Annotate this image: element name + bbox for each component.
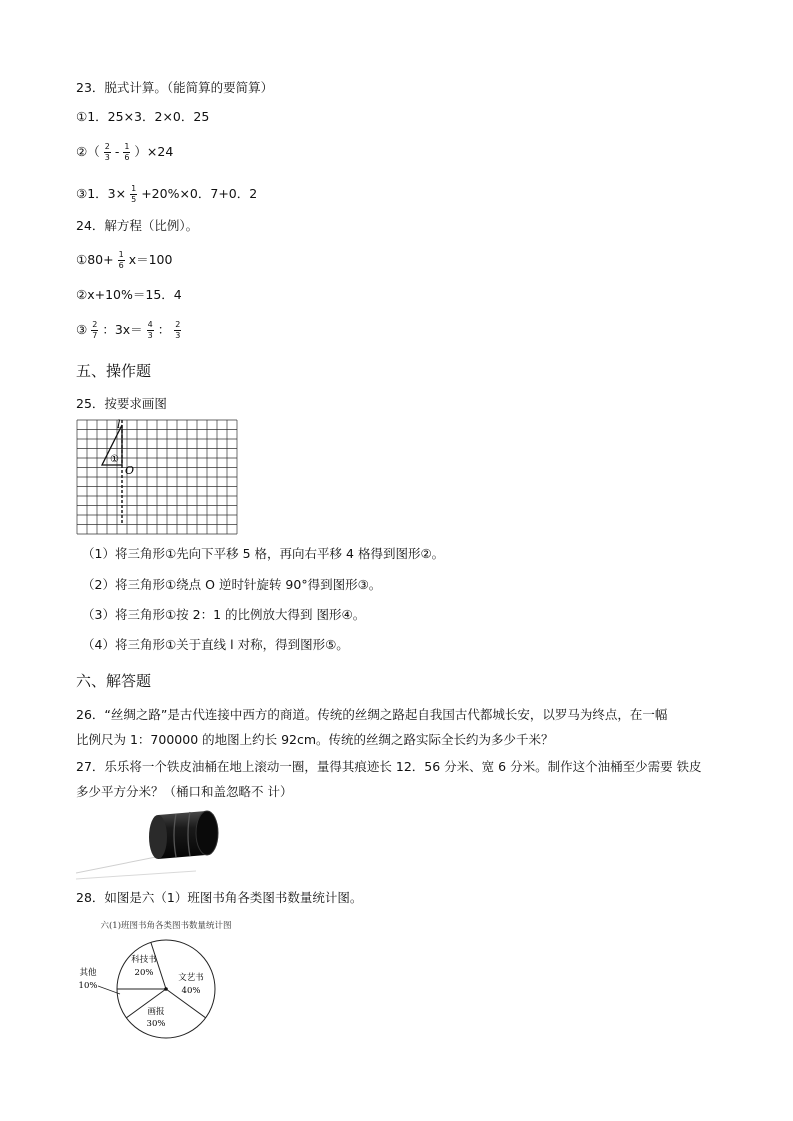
label-l: l bbox=[117, 419, 121, 431]
barrel-illustration bbox=[76, 805, 276, 880]
q27-text: 27．乐乐将一个铁皮油桶在地上滚动一圈，量得其痕迹长 12．56 分米、宽 6 分米。制作这个油桶至少需要 铁皮 多少平方分米？（桶口和盖忽略不 计） bbox=[76, 759, 702, 799]
section-heading-6: 六、解答题 bbox=[76, 672, 152, 690]
pie-chart bbox=[76, 916, 246, 1046]
q26-text: 26．“丝绸之路”是古代连接中西方的商道。传统的丝绸之路起自我国古代都城长安，以罗马为终点，在一幅 比例尺为 1：700000 的地图上约长 92cm。传统的丝绸之路实际全长约为多少千米？ bbox=[76, 707, 668, 747]
fraction: $\frac{2}{3}$ bbox=[104, 142, 110, 162]
q23-item-2: ②（ $\frac{2}{3}$ - $\frac{1}{6}$ ）×24 bbox=[76, 142, 174, 162]
q23-item-3: ③1．3× $\frac{1}{5}$ +20%×0．7+0．2 bbox=[76, 184, 258, 204]
q25-task-1: （1）将三角形①先向下平移 5 格，再向右平移 4 格得到图形②。 bbox=[82, 546, 445, 561]
slice-label-qita bbox=[79, 967, 98, 991]
q25-title: 25．按要求画图 bbox=[76, 396, 167, 411]
pie-center bbox=[164, 987, 168, 991]
q24-title: 24．解方程（比例）。 bbox=[76, 218, 199, 233]
svg-text:画报: 画报 bbox=[147, 1007, 165, 1017]
chart-title: 六(1)班图书角各类图书数量统计图 bbox=[100, 921, 232, 931]
q23-item-1: ①1．25×3．2×0．25 bbox=[76, 109, 210, 124]
fraction: $\frac{1}{6}$ bbox=[124, 142, 130, 162]
q28-title: 28．如图是六（1）班图书角各类图书数量统计图。 bbox=[76, 890, 363, 905]
q24-item-2: ②x+10%＝15．4 bbox=[76, 287, 182, 302]
svg-text:30%: 30% bbox=[146, 1019, 166, 1029]
barrel-back bbox=[149, 815, 167, 859]
section-heading-5: 五、操作题 bbox=[76, 362, 152, 380]
fraction: $\frac{1}{6}$ bbox=[118, 250, 124, 270]
svg-text:文艺书: 文艺书 bbox=[178, 973, 204, 983]
ground-line bbox=[76, 871, 196, 879]
svg-text:其他: 其他 bbox=[79, 968, 97, 978]
fraction: $\frac{1}{5}$ bbox=[131, 184, 137, 204]
q24-item-1: ①80+ $\frac{1}{6}$ x＝100 bbox=[76, 250, 173, 270]
q25-task-2: （2）将三角形①绕点 O 逆时针旋转 90°得到图形③。 bbox=[82, 577, 382, 592]
svg-text:40%: 40% bbox=[181, 986, 201, 996]
fraction: $\frac{2}{3}$ bbox=[175, 320, 181, 340]
ground-line bbox=[76, 857, 156, 873]
label-triangle: ① bbox=[110, 454, 119, 465]
q24-item-3: ③ $\frac{2}{7}$ ：3x＝ $\frac{4}{3}$ ： $\frac{2}{3}$ bbox=[76, 320, 181, 340]
grid-lines bbox=[77, 420, 237, 534]
fraction: $\frac{2}{7}$ bbox=[92, 320, 98, 340]
grid-figure bbox=[76, 419, 240, 537]
svg-text:科技书: 科技书 bbox=[131, 955, 157, 965]
q25-task-4: （4）将三角形①关于直线 l 对称，得到图形⑤。 bbox=[82, 637, 349, 652]
q23-title: 23．脱式计算。（能简算的要简算） bbox=[76, 80, 274, 95]
fraction: $\frac{4}{3}$ bbox=[147, 320, 153, 340]
svg-text:20%: 20% bbox=[134, 968, 154, 978]
barrel-lid bbox=[196, 811, 218, 855]
q25-task-3: （3）将三角形①按 2：1 的比例放大得到 图形④。 bbox=[82, 607, 366, 622]
svg-text:10%: 10% bbox=[78, 981, 98, 991]
label-o: O bbox=[125, 464, 135, 477]
